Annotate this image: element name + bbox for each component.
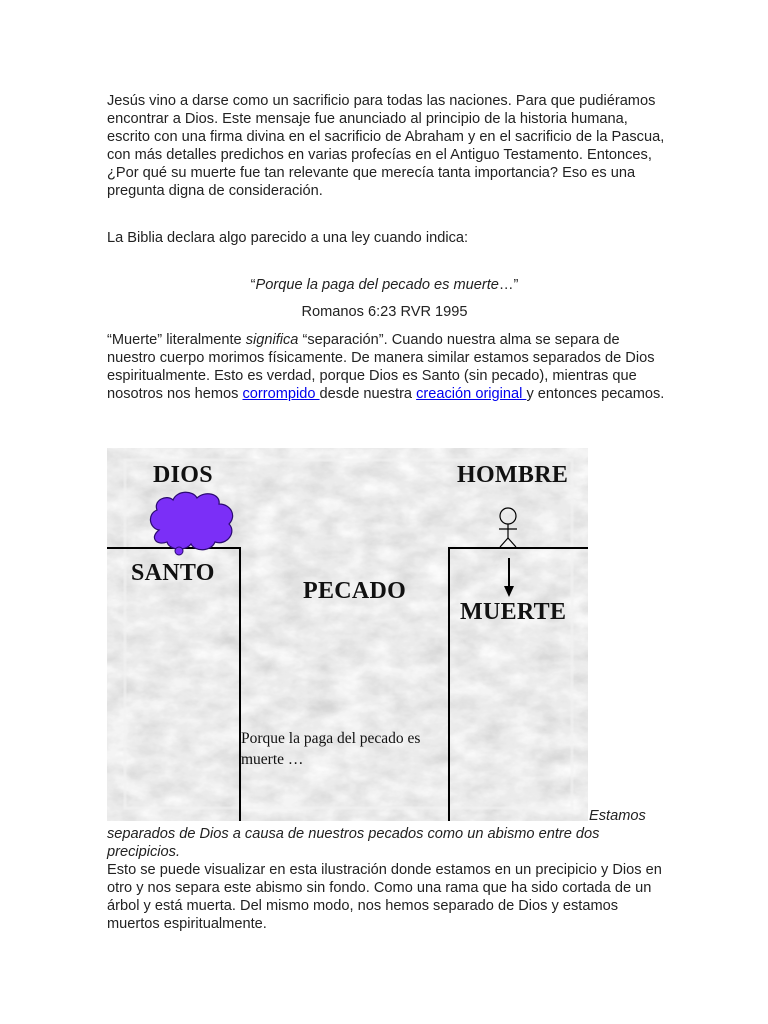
separation-illustration <box>107 448 588 821</box>
illustration-caption-line-2: muerte … <box>241 751 304 768</box>
death-text-3: desde nuestra <box>319 386 417 402</box>
death-text-1: “Muerte” literalmente <box>107 332 246 348</box>
quote-close-mark: ” <box>513 277 519 293</box>
label-pecado: PECADO <box>303 578 407 604</box>
intro-paragraph: Jesús vino a darse como un sacrificio para todas las naciones. Para que pudiéramos encontrar a Dios. Este mensaje fue anunciado al principio de la historia humana, escrito con una firma divina en el sacrificio de Abraham y en el sacrificio de la Pascua, con más detalles predichos en varias profecías en el Antiguo Testamento. Entonces, ¿Por qué su muerte fue tan relevante que merecía tanta importancia? Eso es una pregunta digna de consideración. <box>107 93 665 199</box>
illustration-caption-line-1: Porque la paga del pecado es <box>241 730 421 747</box>
significa-italic: significa <box>245 332 299 348</box>
quote-text: Porque la paga del pecado es muerte <box>255 277 499 293</box>
creacion-original-link[interactable]: creación original <box>416 386 527 402</box>
figure-caption-first: Estamos <box>589 808 646 824</box>
death-text-4: y entonces pecamos. <box>526 386 665 402</box>
label-hombre: HOMBRE <box>457 462 569 488</box>
law-intro-text: La Biblia declara algo parecido a una ley cuando indica: <box>107 230 469 246</box>
label-santo: SANTO <box>131 560 215 586</box>
figure-caption <box>107 825 667 861</box>
quote-ellipsis: … <box>498 277 514 293</box>
illustration-caption <box>241 728 420 770</box>
death-paragraph <box>107 331 667 403</box>
bible-reference: Romanos 6:23 RVR 1995 <box>301 304 468 320</box>
corrompido-link[interactable]: corrompido <box>242 386 320 402</box>
label-dios: DIOS <box>153 462 213 488</box>
quote-open-mark: “ <box>250 277 256 293</box>
death-text-2: “separación”. Cuando nuestra alma se separa de nuestro cuerpo morimos físicamente. De manera similar estamos separados de Dios espiritualmente. Esto es verdad, porque Dios es Santo (sin pecado), mientras que nosotros nos hemos <box>107 332 655 402</box>
bible-quote <box>107 276 662 294</box>
figure-caption-rest: separados de Dios a causa de nuestros pecados como un abismo entre dos precipicios. <box>107 826 600 860</box>
label-muerte: MUERTE <box>460 599 567 625</box>
closing-paragraph: Esto se puede visualizar en esta ilustración donde estamos en un precipicio y Dios en otro y nos separa este abismo sin fondo. Como una rama que ha sido cortada de un árbol y está muerta. Del mismo modo, nos hemos separado de Dios y estamos muertos espiritualmente. <box>107 862 662 932</box>
